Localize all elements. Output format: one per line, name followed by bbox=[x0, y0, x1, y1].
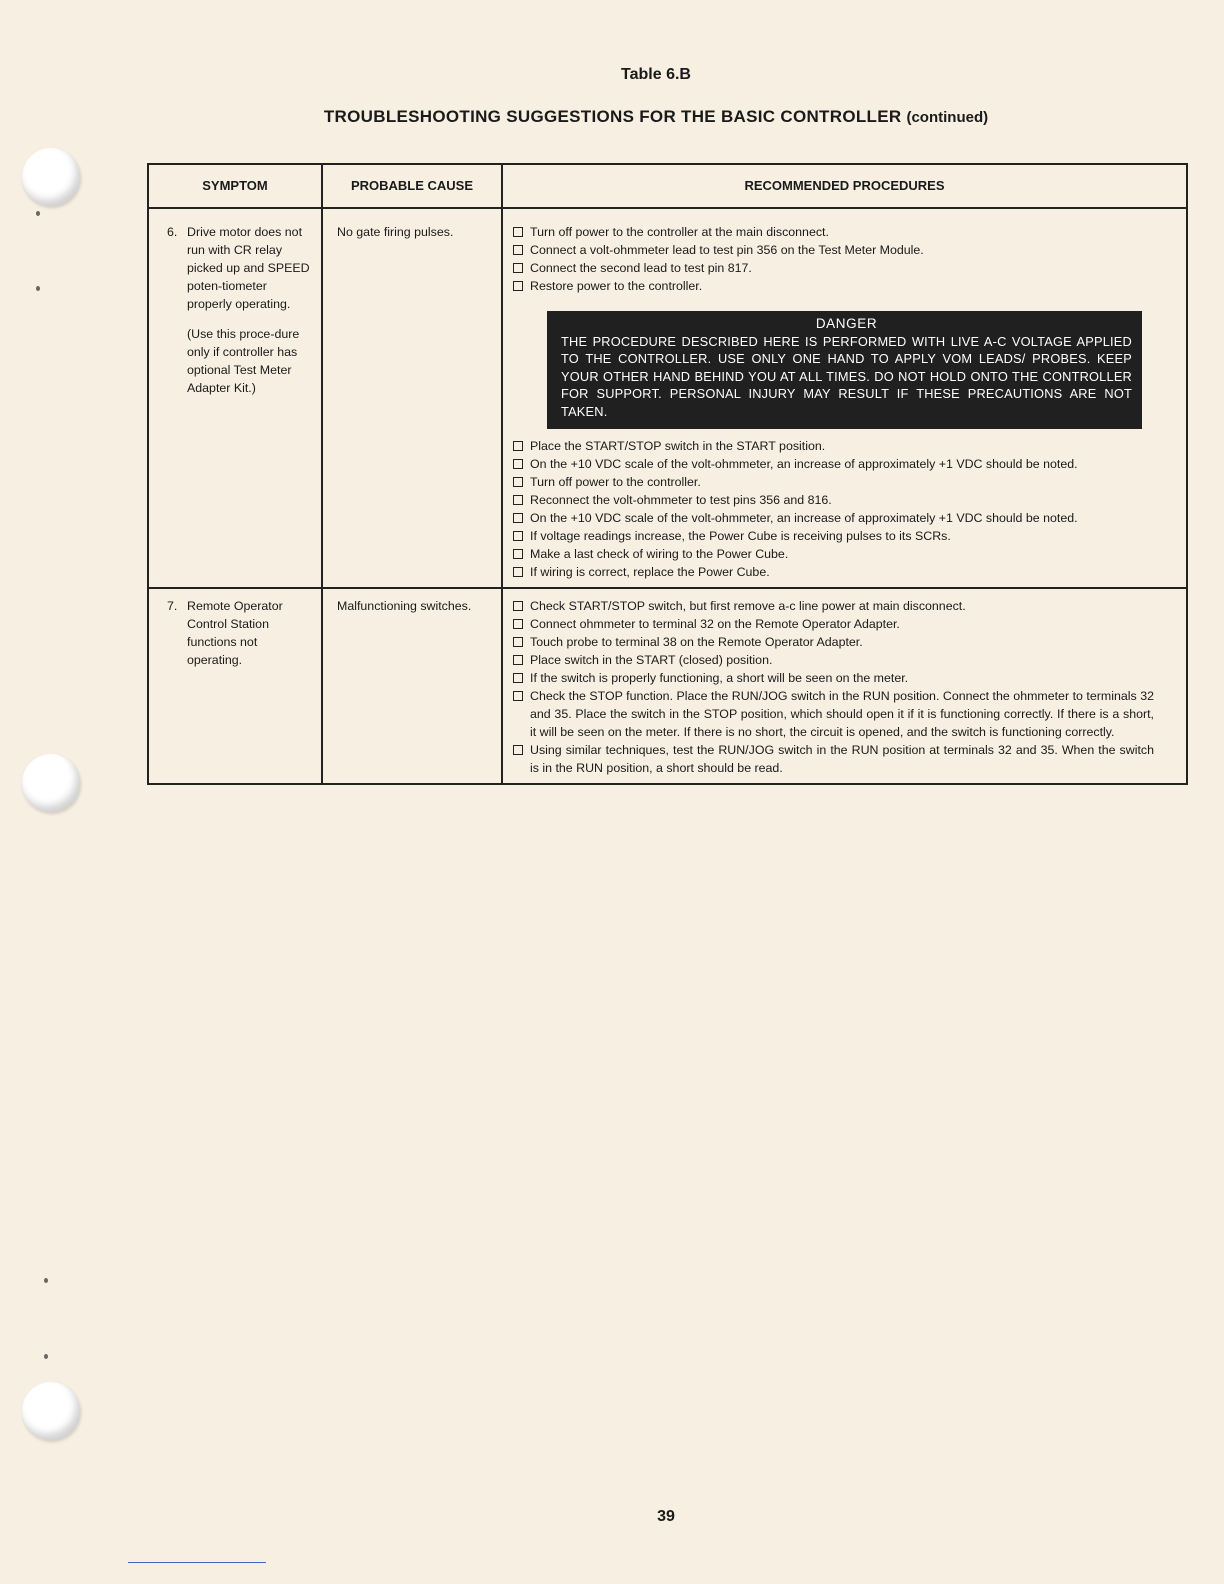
procedure-step: Touch probe to terminal 38 on the Remote Operator Adapter. bbox=[513, 633, 1154, 651]
symptom-note: (Use this proce-dure only if controller has optional Test Meter Adapter Kit.) bbox=[187, 327, 300, 395]
procedure-step: Make a last check of wiring to the Power Cube. bbox=[513, 545, 1154, 563]
paper-speck bbox=[44, 1354, 48, 1359]
danger-text: THE PROCEDURE DESCRIBED HERE IS PERFORMED WITH LIVE A-C VOLTAGE APPLIED TO THE CONTROLLER. USE ONLY ONE HAND TO APPLY VOM LEADS/ PROBES. KEEP YOUR OTHER HAND BEHIND YOU AT ALL TIMES. DO NOT HOLD ONTO THE CONTROLLER FOR SUPPORT. PERSONAL INJURY MAY RESULT IF THESE PRECAUTIONS ARE NOT TAKEN. bbox=[561, 333, 1132, 419]
symptom-text: Remote Operator Control Station functions not operating. bbox=[187, 598, 283, 667]
paper-speck bbox=[44, 1278, 48, 1283]
procedure-list bbox=[513, 437, 1154, 581]
cause-cell bbox=[322, 208, 502, 588]
procedure-step: On the +10 VDC scale of the volt-ohmmeter, an increase of approximately +1 VDC should be noted. bbox=[513, 509, 1154, 527]
cause-cell bbox=[322, 588, 502, 784]
procedure-step: Reconnect the volt-ohmmeter to test pins 356 and 816. bbox=[513, 491, 1154, 509]
danger-heading: DANGER bbox=[815, 316, 878, 331]
procedure-step: Place the START/STOP switch in the START position. bbox=[513, 437, 1154, 455]
table-title-main: TROUBLESHOOTING SUGGESTIONS FOR THE BASIC CONTROLLER bbox=[323, 107, 902, 126]
table-row bbox=[148, 208, 1187, 588]
procedure-step: Check START/STOP switch, but first remove a-c line power at main disconnect. bbox=[513, 597, 1154, 615]
table-caption: Table 6.B bbox=[621, 66, 691, 83]
procedure-step: On the +10 VDC scale of the volt-ohmmeter, an increase of approximately +1 VDC should be noted. bbox=[513, 455, 1154, 473]
binder-hole-bottom bbox=[22, 1382, 80, 1440]
symptom-cell bbox=[148, 208, 322, 588]
procedure-list bbox=[513, 597, 1154, 777]
paper-speck bbox=[36, 286, 40, 291]
procedure-step: Connect the second lead to test pin 817. bbox=[513, 259, 1154, 277]
footer-rule bbox=[128, 1562, 266, 1563]
probable-cause-text: No gate firing pulses. bbox=[337, 225, 454, 239]
table-title-suffix: (continued) bbox=[906, 109, 989, 126]
procedures-cell bbox=[502, 208, 1187, 588]
paper-speck bbox=[36, 211, 40, 216]
symptom-number: 6. bbox=[167, 225, 178, 239]
probable-cause-text: Malfunctioning switches. bbox=[337, 598, 472, 613]
procedure-step: Restore power to the controller. bbox=[513, 277, 1154, 295]
procedures-cell bbox=[502, 588, 1187, 784]
procedure-step: Check the STOP function. Place the RUN/JOG switch in the RUN position. Connect the ohmmeter to terminals 32 and 35. Place the switch in the STOP position, which should open it if it is functioning correctly. If there is a short, it will be seen on the meter. If there is no short, the circuit is opened, and the switch is functioning correctly. bbox=[513, 687, 1154, 741]
procedure-list bbox=[513, 223, 1154, 295]
page-number: 39 bbox=[657, 1508, 675, 1525]
symptom-cell bbox=[148, 588, 322, 784]
binder-hole-top bbox=[22, 148, 80, 206]
procedure-step: If the switch is properly functioning, a short will be seen on the meter. bbox=[513, 669, 1154, 687]
table-title bbox=[0, 107, 1224, 127]
table-row bbox=[148, 588, 1187, 784]
header-recommended-procedures: RECOMMENDED PROCEDURES bbox=[502, 164, 1187, 208]
binder-hole-middle bbox=[22, 754, 80, 812]
danger-warning-box bbox=[547, 311, 1142, 429]
symptom bbox=[167, 597, 315, 669]
symptom bbox=[167, 223, 315, 313]
procedure-step: Turn off power to the controller at the main disconnect. bbox=[513, 223, 1154, 241]
header-probable-cause: PROBABLE CAUSE bbox=[322, 164, 502, 208]
procedure-step: Place switch in the START (closed) position. bbox=[513, 651, 1154, 669]
procedure-step: Using similar techniques, test the RUN/JOG switch in the RUN position at terminals 32 and 35. When the switch is in the RUN position, a short should be read. bbox=[513, 741, 1154, 777]
procedure-step: Turn off power to the controller. bbox=[513, 473, 1154, 491]
procedure-step: If voltage readings increase, the Power Cube is receiving pulses to its SCRs. bbox=[513, 527, 1154, 545]
table-header-row bbox=[148, 164, 1187, 208]
procedure-step: Connect a volt-ohmmeter lead to test pin 356 on the Test Meter Module. bbox=[513, 241, 1154, 259]
procedure-step: If wiring is correct, replace the Power Cube. bbox=[513, 563, 1154, 581]
troubleshooting-table bbox=[147, 163, 1188, 785]
symptom-number: 7. bbox=[167, 598, 178, 613]
procedure-step: Connect ohmmeter to terminal 32 on the Remote Operator Adapter. bbox=[513, 615, 1154, 633]
symptom-text: Drive motor does not run with CR relay picked up and SPEED poten-tiometer properly operating. bbox=[187, 225, 310, 311]
header-symptom: SYMPTOM bbox=[148, 164, 322, 208]
